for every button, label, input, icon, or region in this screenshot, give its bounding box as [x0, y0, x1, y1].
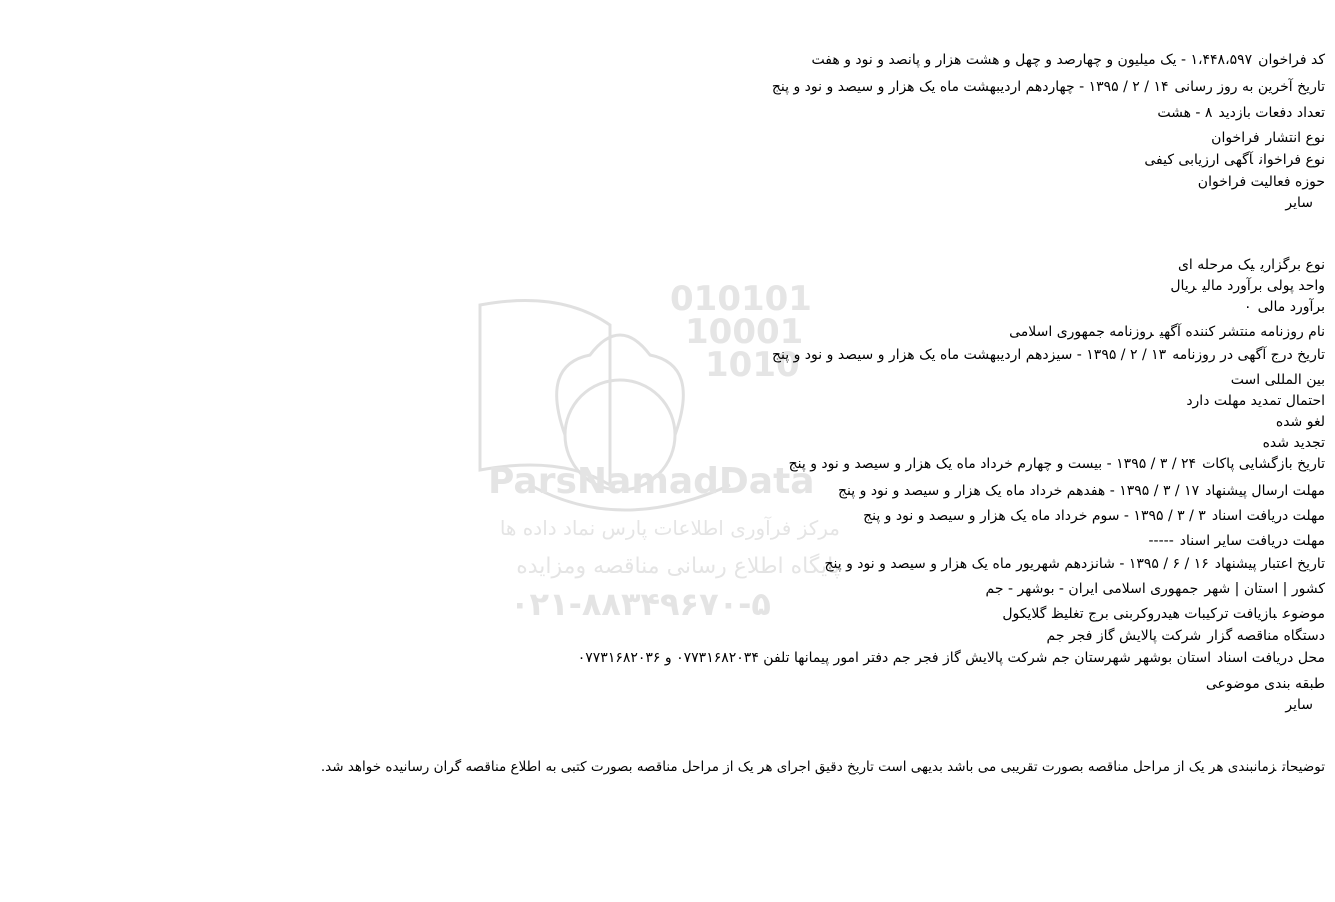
field-publish-type-label: نوع انتشار [1265, 130, 1325, 146]
field-publish-type-value: فراخوان [1211, 130, 1260, 146]
field-docs-deadline [863, 506, 1325, 526]
field-activity-value: سایر [1285, 195, 1313, 211]
svg-text:10001: 10001 [685, 312, 804, 352]
field-organizer-label: دستگاه مناقصه گزار [1207, 628, 1325, 644]
field-currency-label: واحد پولی برآورد مالی [1202, 278, 1325, 294]
field-organizer [1047, 626, 1325, 646]
watermark-tagline-2: پایگاه اطلاع رسانی مناقصه ومزایده [516, 554, 840, 579]
field-estimate-value: ۰ [1244, 299, 1252, 315]
field-currency [1170, 276, 1325, 296]
field-notes [321, 757, 1325, 777]
field-submit-deadline-label: مهلت ارسال پیشنهاد [1205, 483, 1325, 499]
watermark-book-icon [480, 301, 610, 486]
field-other-docs-deadline-value: ----- [1148, 533, 1174, 549]
field-visits-value: ۸ - هشت [1157, 105, 1213, 121]
field-code-label: کد فراخوان [1258, 52, 1325, 68]
field-category-value: سایر [1285, 697, 1313, 713]
field-other-docs-deadline-label: مهلت دریافت سایر اسناد [1179, 533, 1325, 549]
field-newspaper-date-label: تاریخ درج آگهی در روزنامه [1172, 347, 1325, 363]
field-validity-date-label: تاریخ اعتبار پیشنهاد [1214, 556, 1325, 572]
field-organizer-value: شرکت پالایش گاز فجر جم [1046, 628, 1202, 644]
field-publish-type [1211, 128, 1325, 148]
watermark-phone: ۰۲۱-۸۸۳۴۹۶۷۰-۵ [510, 585, 771, 623]
field-cancelled: لغو شده [1275, 414, 1325, 430]
field-international: بین المللی است [1230, 372, 1325, 388]
field-newspaper-label: نام روزنامه منتشر کننده آگهی [1159, 324, 1325, 340]
field-docs-place-label: محل دریافت اسناد [1217, 650, 1325, 666]
field-estimate [1244, 297, 1325, 317]
field-renewed: تجدید شده [1262, 435, 1325, 451]
field-subject [1002, 604, 1325, 624]
watermark-brand: ParsNamadData [488, 461, 815, 502]
field-call-type-value: آگهی ارزیابی کیفی [1144, 152, 1254, 168]
field-subject-label: موضوع [1282, 606, 1325, 622]
field-last-update-label: تاریخ آخرین به روز رسانی [1174, 79, 1325, 95]
field-code [812, 50, 1325, 70]
field-submit-deadline-value: ۱۷ / ۳ / ۱۳۹۵ - هفدهم خرداد ماه یک هزار و سیصد و نود و پنج [838, 483, 1200, 499]
field-notes-label: توضیحات [1282, 759, 1325, 775]
field-visits-label: تعداد دفعات بازدید [1218, 105, 1325, 121]
field-opening-date [789, 454, 1325, 474]
field-code-value: ۱،۴۴۸،۵۹۷ - یک میلیون و چهارصد و چهل و هشت هزار و پانصد و نود و هفت [811, 52, 1253, 68]
watermark-flower-icon [565, 380, 675, 490]
field-activity-label: حوزه فعالیت فراخوان [1197, 174, 1325, 190]
field-other-docs-deadline [1148, 531, 1325, 551]
field-notes-value: زمانبندی هر یک از مراحل مناقصه بصورت تقریبی می باشد بدیهی است تاریخ دقیق اجرای هر یک از مراحل مناقصه بصورت کتبی به اطلاع مناقصه گران رسانیده خواهد شد. [320, 759, 1277, 775]
field-docs-deadline-label: مهلت دریافت اسناد [1211, 508, 1325, 524]
field-category-label: طبقه بندی موضوعی [1205, 676, 1325, 692]
field-extension: احتمال تمدید مهلت دارد [1186, 393, 1325, 409]
field-newspaper-value: روزنامه جمهوری اسلامی [1009, 324, 1154, 340]
field-call-type-label: نوع فراخوان [1259, 152, 1325, 168]
field-docs-place [578, 648, 1325, 668]
watermark-tagline-1: مرکز فرآوری اطلاعات پارس نماد داده ها [499, 516, 840, 540]
field-location-value: جمهوری اسلامی ایران - بوشهر - جم [985, 581, 1199, 597]
field-validity-date [824, 554, 1325, 574]
field-docs-place-value: استان بوشهر شهرستان جم شرکت پالایش گاز فجر جم دفتر امور پیمانها تلفن ۰۷۷۳۱۶۸۲۰۳۴ و ۰۷۷۳۱۶۸۲۰۳۶ [577, 650, 1212, 666]
watermark-digits: 010101 [670, 285, 812, 319]
field-submit-deadline [838, 481, 1325, 501]
field-estimate-label: برآورد مالی [1257, 299, 1325, 315]
field-opening-date-label: تاریخ بازگشایی پاکات [1202, 456, 1325, 472]
field-holding-type-label: نوع برگزاری [1260, 257, 1325, 273]
field-newspaper-date-value: ۱۳ / ۲ / ۱۳۹۵ - سیزدهم اردیبهشت ماه یک هزار و سیصد و نود و پنج [771, 347, 1167, 363]
field-last-update [772, 77, 1325, 97]
field-last-update-value: ۱۴ / ۲ / ۱۳۹۵ - چهاردهم اردیبهشت ماه یک هزار و سیصد و نود و پنج [771, 79, 1169, 95]
field-opening-date-value: ۲۴ / ۳ / ۱۳۹۵ - بیست و چهارم خرداد ماه یک هزار و سیصد و نود و پنج [788, 456, 1197, 472]
field-call-type [1144, 150, 1325, 170]
field-holding-type-value: یک مرحله ای [1177, 257, 1255, 273]
field-newspaper-date [772, 345, 1325, 365]
field-visits [1157, 103, 1325, 123]
field-location-label: کشور | استان | شهر [1204, 581, 1325, 597]
field-newspaper [1009, 322, 1325, 342]
field-currency-value: ریال [1170, 278, 1197, 294]
field-docs-deadline-value: ۳ / ۳ / ۱۳۹۵ - سوم خرداد ماه یک هزار و سیصد و نود و پنج [863, 508, 1206, 524]
field-location [986, 579, 1325, 599]
svg-text:1010: 1010 [705, 345, 800, 385]
field-subject-value: بازیافت ترکیبات هیدروکربنی برج تغلیظ گلایکول [1002, 606, 1277, 622]
field-validity-date-value: ۱۶ / ۶ / ۱۳۹۵ - شانزدهم شهریور ماه یک هزار و سیصد و نود و پنج [824, 556, 1209, 572]
field-holding-type [1178, 255, 1325, 275]
